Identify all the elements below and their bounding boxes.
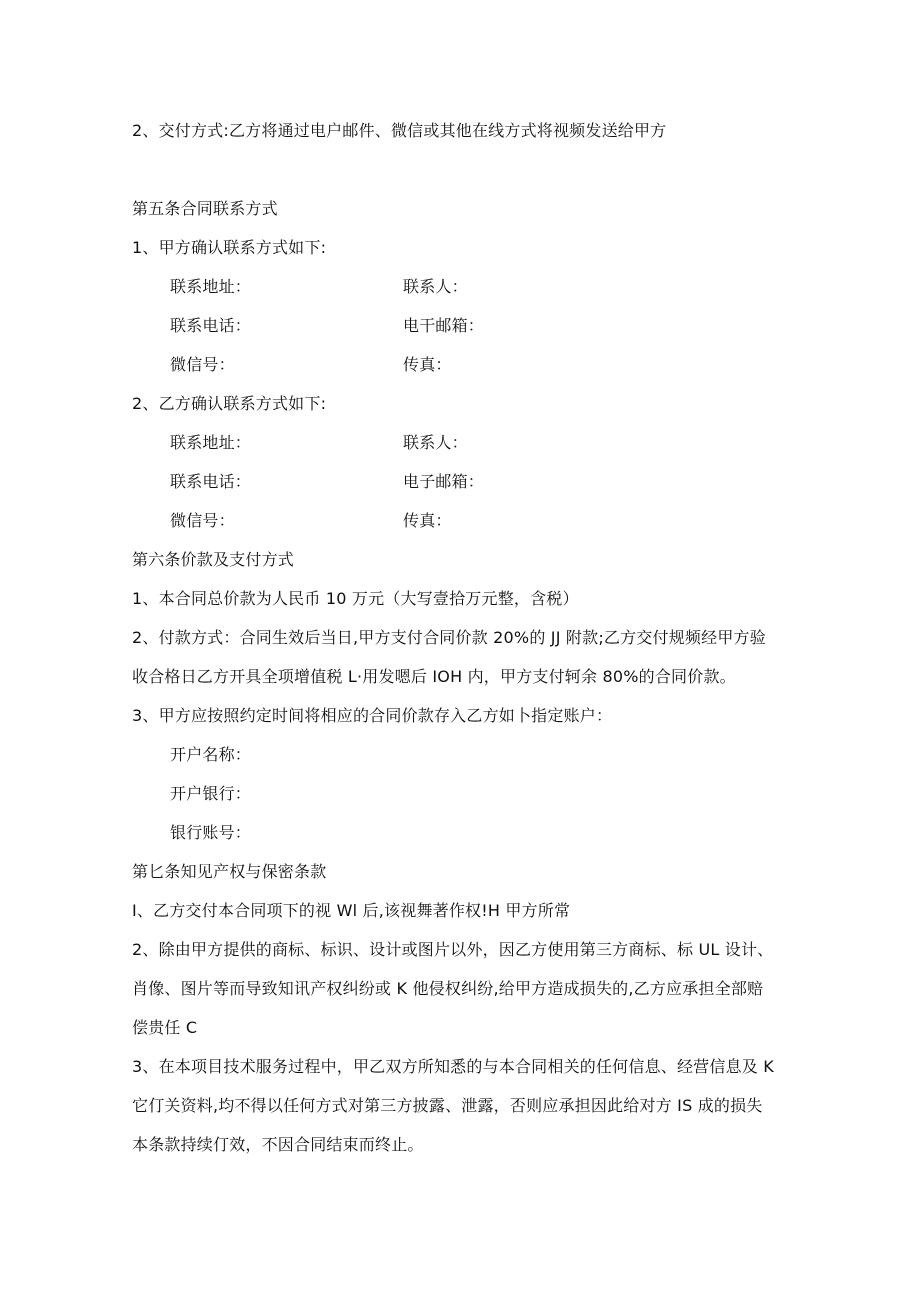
confidentiality-clause-line1: 3、在本项目技术服务过程中，甲乙双方所知悉的与本合同相关的任何信息、经营信息及 K: [132, 1057, 774, 1076]
bank-account-clause: 3、甲方应按照约定时间将相应的合同价款存入乙方如卜指定账户：: [132, 706, 613, 725]
account-name-label: 开户名称：: [170, 745, 252, 764]
article5-heading: 第五条合同联系方式: [132, 199, 278, 218]
party-a-contact-person-label: 联系人：: [403, 277, 468, 296]
party-b-contact-person-label: 联系人：: [403, 433, 468, 452]
party-b-wechat-label: 微信号：: [170, 511, 235, 530]
party-a-address-label: 联系地址：: [170, 277, 252, 296]
party-a-contact-title: 1、甲方确认联系方式如下:: [132, 238, 327, 257]
ip-infringement-clause-line1: 2、除由甲方提供的商标、标识、设计或图片以外，因乙方使用第三方商标、标 UL 设计、: [132, 940, 774, 959]
ip-infringement-clause-line2: 肖像、图片等而导致知讯产权纠纷或 K 他侵权纠纷,给甲方造成损失的,乙方应承担全部赔: [132, 979, 764, 998]
article7-heading: 第匕条知见产权与保密条款: [132, 862, 327, 881]
party-a-email-label: 电干邮箱：: [403, 316, 485, 335]
confidentiality-clause-line2: 它仃关资料,均不得以任何方式对第三方披露、泄露，否则应承担因此给对方 IS 成的损失: [132, 1096, 763, 1115]
payment-method-clause-line2: 收合格日乙方开具全项增值税 L·用发嗯后 IOH 内，甲方支付轲余 80%的合同价款。: [132, 667, 736, 686]
party-a-phone-label: 联系电话：: [170, 316, 252, 335]
party-b-phone-label: 联系电话：: [170, 472, 252, 491]
ip-infringement-clause-line3: 偿贵任 C: [132, 1018, 198, 1037]
bank-name-label: 开户银行：: [170, 784, 252, 803]
copyright-clause: I、乙方交付本合同项下的视 Wl 后,该视舞著作权!H 甲方所常: [132, 901, 571, 920]
confidentiality-clause-line3: 本条款持续仃效，不因合同结束而终止。: [132, 1135, 424, 1154]
account-number-label: 银行账号：: [170, 823, 252, 842]
delivery-method-clause: 2、交付方式:乙方将通过电户邮件、微信或其他在线方式将视频发送给甲方: [132, 121, 667, 140]
party-b-address-label: 联系地址：: [170, 433, 252, 452]
party-a-fax-label: 传真：: [403, 355, 452, 374]
payment-method-clause-line1: 2、付款方式：合同生效后当日,甲方支付合同价款 20%的 JJ 附款;乙方交付规频经甲方验: [132, 628, 766, 647]
article6-heading: 第六条价款及支付方式: [132, 550, 295, 569]
total-price-clause: 1、本合同总价款为人民币 10 万元（大写壹拾万元整，含税）: [132, 589, 579, 608]
party-b-contact-title: 2、乙方确认联系方式如下:: [132, 394, 327, 413]
party-a-wechat-label: 微信号：: [170, 355, 235, 374]
party-b-email-label: 电子邮箱：: [403, 472, 485, 491]
party-b-fax-label: 传真：: [403, 511, 452, 530]
